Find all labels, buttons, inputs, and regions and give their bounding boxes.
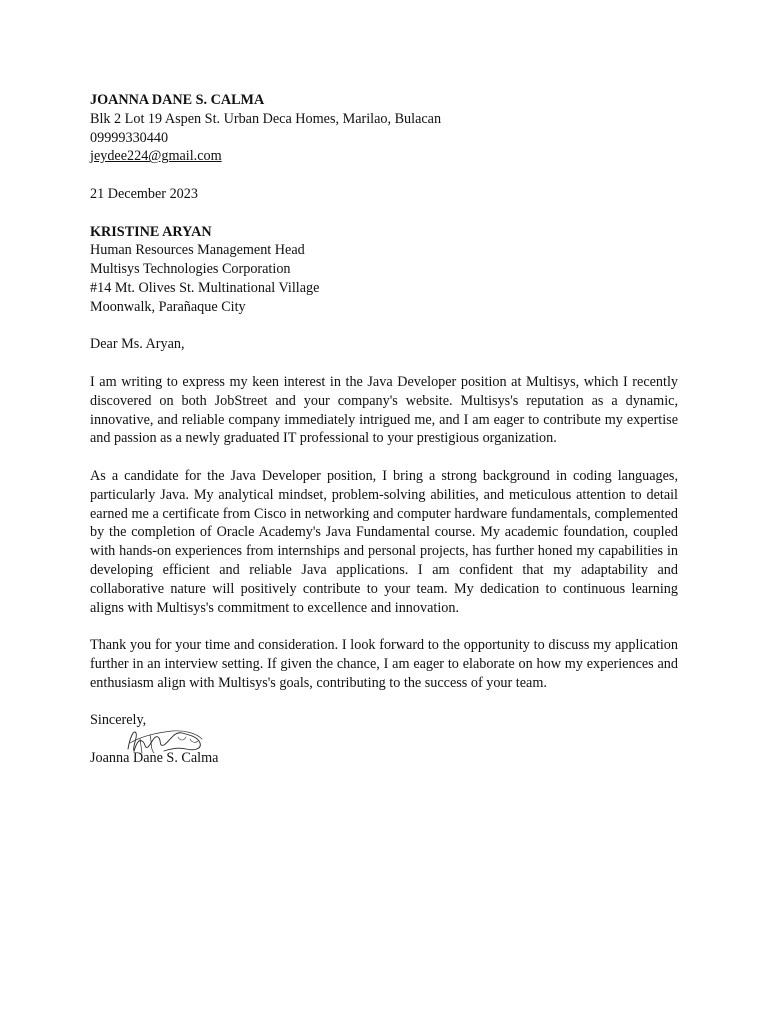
body-paragraph-1: I am writing to express my keen interest in the Java Developer position at Multisys, which I recently discovered on both JobStreet and your company's website. Multisys's reputation as a dynamic, innovative, and reliable company immediately intrigued me, and I am eager to contribute my expertise and passion as a newly graduated IT professional to your prestigious organization. xyxy=(90,373,678,447)
signer-name: Joanna Dane S. Calma xyxy=(90,749,219,766)
sender-block xyxy=(90,91,678,166)
spacer xyxy=(90,317,678,336)
spacer xyxy=(90,693,678,712)
spacer xyxy=(90,204,678,223)
recipient-address-line1: #14 Mt. Olives St. Multinational Village xyxy=(90,279,320,296)
recipient-block xyxy=(90,223,678,317)
body-paragraph-2: As a candidate for the Java Developer position, I bring a strong background in coding languages, particularly Java. My analytical mindset, problem-solving abilities, and meticulous attention to detail earned me a certificate from Cisco in networking and computer hardware fundamentals, complemented by the completion of Oracle Academy's Java Fundamental course. My academic foundation, coupled with hands-on experiences from internships and personal projects, has further honed my capabilities in developing efficient and reliable Java applications. I am confident that my adaptability and collaborative nature will positively contribute to your team. My dedication to continuous learning aligns with Multisys's commitment to excellence and innovation. xyxy=(90,467,678,616)
spacer xyxy=(90,166,678,185)
salutation: Dear Ms. Aryan, xyxy=(90,336,185,353)
sender-email-link[interactable]: jeydee224@gmail.com xyxy=(90,148,222,165)
recipient-company: Multisys Technologies Corporation xyxy=(90,261,291,278)
recipient-name: KRISTINE ARYAN xyxy=(90,223,212,240)
sender-name: JOANNA DANE S. CALMA xyxy=(90,92,265,108)
spacer xyxy=(90,730,678,749)
letter-date: 21 December 2023 xyxy=(90,185,198,202)
spacer xyxy=(90,448,678,467)
recipient-title: Human Resources Management Head xyxy=(90,242,305,259)
spacer xyxy=(90,354,678,373)
sender-phone: 09999330440 xyxy=(90,129,169,146)
cover-letter xyxy=(90,91,678,768)
sender-address: Blk 2 Lot 19 Aspen St. Urban Deca Homes, Marilao, Bulacan xyxy=(90,110,442,127)
body-paragraph-3: Thank you for your time and consideration. I look forward to the opportunity to discuss my application further in an interview setting. If given the chance, I am eager to elaborate on how my experiences and enthusiasm align with Multisys's goals, contributing to the success of your team. xyxy=(90,637,678,691)
signature-block xyxy=(90,711,678,767)
closing: Sincerely, xyxy=(90,712,147,729)
spacer xyxy=(90,617,678,636)
recipient-address-line2: Moonwalk, Parañaque City xyxy=(90,298,246,315)
